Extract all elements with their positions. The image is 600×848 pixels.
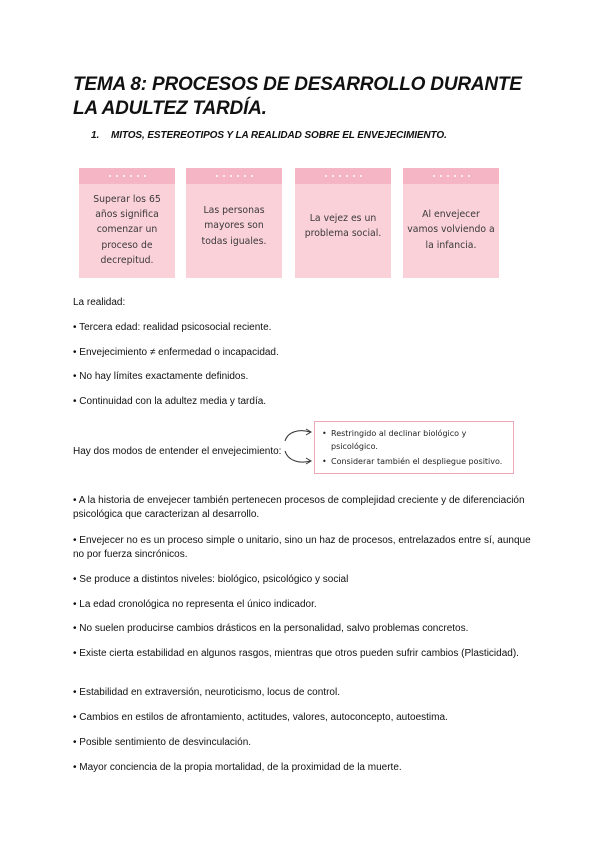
point-item: • Estabilidad en extraversión, neuroticismo, locus de control. <box>73 687 340 698</box>
modes-option-text: Restringido al declinar biológico y psicológico. <box>331 429 467 451</box>
point-item: • A la historia de envejecer también pertenecen procesos de complejidad creciente y de diferenciación psicológica que caracterizan al desarrollo. <box>73 495 525 520</box>
reality-item: • Envejecimiento ≠ enfermedad o incapacidad. <box>73 347 279 358</box>
point-item: • Existe cierta estabilidad en algunos rasgos, mientras que otros pueden sufrir cambios (Plasticidad). <box>73 648 519 659</box>
myth-note <box>295 168 391 278</box>
section-heading <box>91 130 571 141</box>
myth-note <box>403 168 499 278</box>
point-item: • Envejecer no es un proceso simple o unitario, sino un haz de procesos, entrelazados entre sí, aunque no por fuerza sincrónicos. <box>73 535 531 560</box>
modes-callout <box>314 421 514 474</box>
reality-heading: La realidad: <box>73 297 126 308</box>
note-band <box>403 168 499 184</box>
myth-text: Superar los 65 años significa comenzar un proceso de decrepitud. <box>93 193 161 266</box>
note-band <box>79 168 175 184</box>
myth-note <box>186 168 282 278</box>
myths-notes <box>79 168 499 278</box>
myth-text: Las personas mayores son todas iguales. <box>201 205 267 247</box>
point-item: • La edad cronológica no representa el único indicador. <box>73 599 317 610</box>
modes-option: • Restringido al declinar biológico y psicológico. <box>322 429 467 451</box>
branch-arrows-icon <box>282 424 316 468</box>
section-number: 1. <box>91 130 100 141</box>
modes-option-text: Considerar también el despliegue positivo. <box>331 457 503 466</box>
section-title: MITOS, ESTEREOTIPOS Y LA REALIDAD SOBRE EL ENVEJECIMIENTO. <box>111 130 447 141</box>
myth-text: La vejez es un problema social. <box>304 212 382 239</box>
reality-item: • No hay límites exactamente definidos. <box>73 371 249 382</box>
reality-item: • Continuidad con la adultez media y tardía. <box>73 396 267 407</box>
point-item: • No suelen producirse cambios drásticos en la personalidad, salvo problemas concretos. <box>73 623 469 634</box>
myth-text: Al envejecer vamos volviendo a la infancia. <box>407 209 495 251</box>
point-item: • Posible sentimiento de desvinculación. <box>73 737 252 748</box>
note-band <box>186 168 282 184</box>
note-band <box>295 168 391 184</box>
page-title: TEMA 8: PROCESOS DE DESARROLLO DURANTE LA ADULTEZ TARDÍA. <box>73 74 522 119</box>
reality-item: • Tercera edad: realidad psicosocial reciente. <box>73 322 272 333</box>
modes-label: Hay dos modos de entender el envejecimiento: <box>73 446 282 457</box>
point-item: • Cambios en estilos de afrontamiento, actitudes, valores, autoconcepto, autoestima. <box>73 712 448 723</box>
modes-option: • Considerar también el despliegue positivo. <box>322 457 503 466</box>
point-item: • Mayor conciencia de la propia mortalidad, de la proximidad de la muerte. <box>73 762 402 773</box>
point-item: • Se produce a distintos niveles: biológico, psicológico y social <box>73 574 349 585</box>
myth-note <box>79 168 175 278</box>
